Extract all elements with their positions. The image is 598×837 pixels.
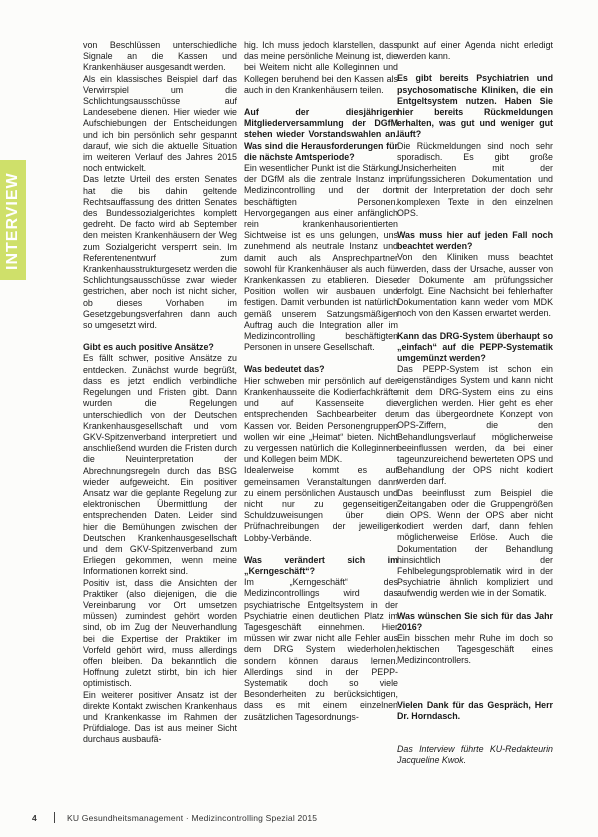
interview-question: Kann das DRG-System überhaupt so „einfach“ auf die PEPP-Systematik umgemünzt werden? [397, 330, 553, 364]
closing-thanks: Vielen Dank für das Gespräch, Herr Dr. Horndasch. [397, 699, 553, 721]
page-footer [32, 811, 332, 825]
answer-paragraph: punkt auf einer Agenda nicht erledigt werden kann. [397, 40, 553, 62]
interview-question: Was muss hier auf jeden Fall noch beachtet werden? [397, 230, 553, 252]
answer-paragraph: Es fällt schwer, positive Ansätze zu entdecken. Zunächst wurde begrüßt, dass es jetzt endlich verbindliche Regelungen und Fristen gibt. Dann wurden die Regelungen unterschiedlich von der Deutschen Krankenhausgesellschaft und vom GKV-Spitzenverband interpretiert und anschließend wurden die Fristen durch die Neuinterpretation der Abrechnungsregeln durch das BSG wieder aufgeweicht. Ein positiver Ansatz war die geplante Regelung zur elektronischen Übermittlung der entsprechenden Daten. Leider sind hier die Bemühungen zwischen der Deutschen Krankenhausgesellschaft und dem GKV-Spitzenverband zum Erliegen gekommen, wenn meine Informationen korrekt sind. [83, 353, 237, 577]
answer-paragraph: Ein wesentlicher Punkt ist die Stärkung der DGfM als die zentrale Instanz im Medizincontrolling und der dort beschäftigten Personen. Hervorgegangen aus einer anfänglich rein krankenhausorientierten Sichtweise ist es uns gelungen, uns zunehmend als neutrale Instanz und damit auch als Ansprechpartner sowohl für Krankenhäuser als auch für Krankenkassen zu etablieren. Diese Position wollen wir ausbauen und festigen. Damit verbunden ist natürlich gemäß unserem Satzungsmäßigen Auftrag auch die Integration aller im Medizincontrolling beschäftigten Personen in unsere Gesellschaft. [244, 163, 398, 353]
answer-paragraph: Ein weiterer positiver Ansatz ist der direkte Kontakt zwischen Krankenhaus und Krankenkasse im Rahmen der Prüfdialoge. Das ist aus meiner Sicht durchaus ausbaufä- [83, 689, 237, 745]
interview-question: Gibt es auch positive Ansätze? [83, 342, 214, 353]
interview-question: Es gibt bereits Psychiatrien und psychosomatische Kliniken, die ein Entgeltsystem nutzen. Haben Sie hier bereits Rückmeldungen erhalten, was gut und weniger gut läuft? [397, 73, 553, 140]
answer-paragraph: Die Rückmeldungen sind noch sehr sporadisch. Es gibt große Unsicherheiten mit der prüfungssicheren Dokumentation und mit der Interpretation der doch sehr komplexen Texte in den einzelnen OPS. [397, 140, 553, 218]
answer-paragraph: Das PEPP-System ist schon ein eigenständiges System und kann nicht mit dem DRG-System eins zu eins verglichen werden. Hier geht es eher um das übergeordnete Konzept von OPS-Ziffern, die den Behandlungsverlauf möglicherweise beeinflussen werden, da bei einer tageunzureichend bewerteten OPS und Behandlung der OPS nicht kodiert werden darf. [397, 364, 553, 487]
answer-paragraph: Das letzte Urteil des ersten Senates hat die bis dahin geltende Rechtsauffassung des dritten Senates des Bundessozialgerichtes komplett gedreht. De facto wird ab September den meisten Krankenhäusern der Weg zum Sozialgericht versperrt sein. Im Referentenentwurf zum Krankenhausstrukturgesetz werden die Schlichtungsausschüsse zwar wieder gestrichen, aber noch ist nicht sicher, ob dieses Vorhaben im Gesetzgebungsverfahren dann auch so umgesetzt wird. [83, 174, 237, 331]
answer-paragraph: Von den Kliniken muss beachtet werden, dass der Ursache, ausser von der Dokumente am prüfungssicher erfolgt. Eine Nachsicht bei fehlerhafter Dokumentation kann weder vom MDK noch von den Kassen erwartet werden. [397, 252, 553, 319]
section-label: INTERVIEW [4, 172, 21, 270]
text-column-1 [83, 40, 237, 758]
text-column-2 [244, 40, 398, 758]
answer-paragraph: Das beeinflusst zum Beispiel die Zeitangaben oder die Gruppengrößen in OPS. Wenn der OPS aber nicht kodiert werden darf, dann fehlen möglicherweise Erlöse. Auch die Dokumentation der Behandlung hinsichtlich der Fehlbelegungsproblematik wird in der Psychiatrie ähnlich kompliziert und aufwendig werden wie in der Somatik. [397, 487, 553, 599]
answer-paragraph: von Beschlüssen unterschiedliche Signale an die Kassen und Krankenhäuser ausgesandt werden. [83, 40, 237, 73]
magazine-title: KU Gesundheitsmanagement · Medizincontrolling Spezial 2015 [67, 813, 318, 823]
page-number: 4 [32, 813, 37, 823]
answer-paragraph: Idealerweise kommt es auf gemeinsamen Veranstaltungen dann zu einem persönlichen Austausch und nicht nur zu gegenseitigen Schuldzuweisungen über die Prüfnachreibungen der jeweiligen Lobby-Verbände. [244, 465, 398, 543]
text-column-3 [397, 40, 553, 766]
answer-paragraph: Ein bisschen mehr Ruhe im doch so hektischen Tagesgeschäft eines Medizincontrollers. [397, 632, 553, 666]
interview-question: Was bedeutet das? [244, 364, 325, 375]
answer-paragraph: Im „Kerngeschäft“ des Medizincontrollings wird das psychiatrische Entgeltsystem in der Psychiatrie einen deutlichen Platz im Tagesgeschäft einnehmen. Hier müssen wir zwar nicht alle Fehler aus dem DRG System wiederholen, sondern können daraus lernen. Allerdings sind in der PEPP-Systematik doch so viele Besonderheiten zu berücksichtigen, dass es mit einem einzelnen zusätzlichen Tagesordnungs- [244, 577, 398, 722]
interview-question: Was wünschen Sie sich für das Jahr 2016? [397, 610, 553, 632]
interview-question: Was verändert sich im „Kerngeschäft“? [244, 554, 398, 576]
answer-paragraph: Als ein klassisches Beispiel darf das Verwirrspiel um die Schlichtungsausschüsse auf Landesebene dienen. Hier wieder wie Aufschiebungen der Entscheidungen und ich bin persönlich sehr gespannt darauf, wie sich die aktuelle Situation im weiteren Verlauf des Jahres 2015 noch entwickelt. [83, 73, 237, 174]
answer-paragraph: Positiv ist, dass die Ansichten der Praktiker (also diejenigen, die die Vereinbarung vor Ort umsetzen müssen) zumindest gehört worden sind, ob im Zug der Neuverhandlung bei die Expertise der Praktiker im Vorfeld gehört wird, muss allerdings offen bleiben. Da bekanntlich die Hoffnung zuletzt stirbt, bin ich hier optimistisch. [83, 577, 237, 689]
interviewer-credit: Das Interview führte KU-Redakteurin Jacqueline Kwok. [397, 743, 553, 766]
answer-paragraph: Hier schweben mir persönlich auf der Krankenhausseite die Kodierfachkräfte und auf Kassenseite die entsprechenden Sachbearbeiter der Kassen vor. Beiden Personengruppen wollen wir eine „Heimat“ bieten. Nicht zu vergessen natürlich die Kolleginnen und Kollegen beim MDK. [244, 375, 398, 465]
interview-question: Auf der diesjährigen Mitgliederversammlung der DGfM stehen wieder Vorstandswahlen an. Was sind die Herausforderungen für die nächste Amtsperiode? [244, 107, 398, 162]
footer-divider [54, 812, 55, 823]
answer-paragraph: hig. Ich muss jedoch klarstellen, dass das meine persönliche Meinung ist, die bei Weitem nicht alle Kolleginnen und Kollegen beruhend bei den Kassen als auch in den Krankenhäusern teilen. [244, 40, 398, 95]
